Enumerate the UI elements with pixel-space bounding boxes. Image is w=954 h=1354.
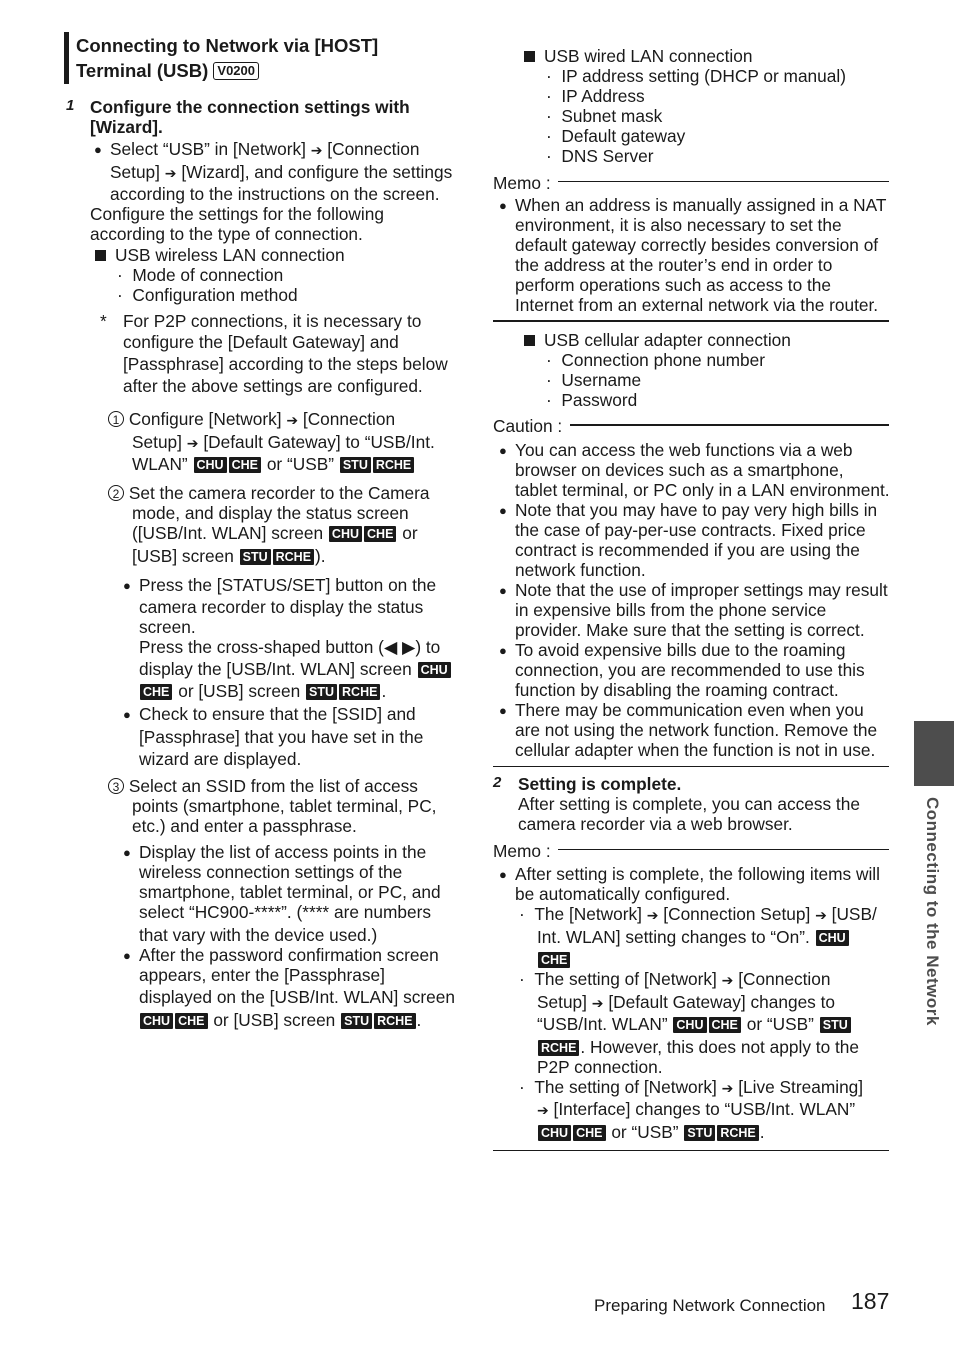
bullet-icon: ● xyxy=(499,583,507,598)
bullet-icon: ● xyxy=(499,643,507,658)
bullet-icon: ● xyxy=(499,503,507,518)
bullet-icon: ● xyxy=(123,948,131,963)
bullet-icon: ● xyxy=(499,443,507,458)
arrow-icon: ➔ xyxy=(164,165,177,181)
step-number: 2 xyxy=(493,774,502,791)
note-text: after the above settings are configured. xyxy=(123,376,423,396)
chu-badge: CHU xyxy=(194,457,227,473)
stu-badge: STU xyxy=(340,457,371,473)
subsection-heading: USB wired LAN connection xyxy=(524,46,752,67)
caution-end-rule xyxy=(493,766,889,767)
note-asterisk: * xyxy=(100,311,107,331)
note-text: For P2P connections, it is necessary to xyxy=(123,311,422,331)
footer-section-title: Preparing Network Connection xyxy=(594,1296,826,1315)
step-heading: Configure the connection settings with xyxy=(90,97,410,117)
note-text: [Passphrase] according to the steps below xyxy=(123,354,448,374)
square-bullet-icon xyxy=(95,250,106,261)
subsection-heading: USB cellular adapter connection xyxy=(524,330,791,351)
list-item: according to the instructions on the screen. xyxy=(110,184,440,204)
memo-end-rule xyxy=(493,1150,889,1151)
step-heading: Setting is complete. xyxy=(518,774,682,794)
substep-2: 2 Set the camera recorder to the Camera xyxy=(108,483,429,504)
bullet-icon: ● xyxy=(94,142,102,157)
chapter-tab-label: Connecting to the Network xyxy=(923,797,942,1026)
paragraph: Configure the settings for the following xyxy=(90,204,384,224)
rche-badge: RCHE xyxy=(373,457,414,473)
step-number: 1 xyxy=(66,97,75,114)
bullet-icon: ● xyxy=(499,867,507,882)
bullet-icon: ● xyxy=(499,703,507,718)
version-badge: V0200 xyxy=(213,62,259,80)
substep-1: 1 Configure [Network] ➔ [Connection xyxy=(108,409,395,431)
list-item: · Mode of connection xyxy=(117,265,284,285)
list-item: · Configuration method xyxy=(117,285,298,305)
caution-label: Caution : xyxy=(493,416,563,436)
step-heading: [Wizard]. xyxy=(90,117,163,137)
circled-number-1-icon: 1 xyxy=(108,411,124,427)
bullet-icon: ● xyxy=(123,845,131,860)
square-bullet-icon xyxy=(524,335,535,346)
paragraph: according to the type of connection. xyxy=(90,224,363,244)
title-accent-bar xyxy=(64,32,69,84)
square-bullet-icon xyxy=(524,51,535,62)
substep-3: 3 Select an SSID from the list of access xyxy=(108,776,418,797)
note-text: configure the [Default Gateway] and xyxy=(123,332,399,352)
memo-label: Memo : xyxy=(493,173,551,193)
bullet-icon: ● xyxy=(123,707,131,722)
list-item: Select “USB” in [Network] ➔ [Connection xyxy=(110,139,420,159)
arrow-icon: ➔ xyxy=(310,142,323,158)
subsection-heading: USB wireless LAN connection xyxy=(95,245,345,266)
page-number: 187 xyxy=(851,1288,890,1314)
caution-rule xyxy=(570,424,889,426)
che-badge: CHE xyxy=(229,457,261,473)
memo-rule xyxy=(558,181,889,182)
memo-end-rule xyxy=(493,320,889,322)
list-item: Setup] ➔ [Wizard], and configure the settings xyxy=(110,162,453,182)
memo-label: Memo : xyxy=(493,841,551,861)
memo-rule xyxy=(558,849,889,850)
circled-number-2-icon: 2 xyxy=(108,485,124,501)
bullet-icon: ● xyxy=(123,578,131,593)
bullet-icon: ● xyxy=(499,198,507,213)
circled-number-3-icon: 3 xyxy=(108,778,124,794)
chapter-tab-marker xyxy=(914,721,954,786)
section-title: Connecting to Network via [HOST] Terminal (USB) V0200 xyxy=(76,35,379,81)
